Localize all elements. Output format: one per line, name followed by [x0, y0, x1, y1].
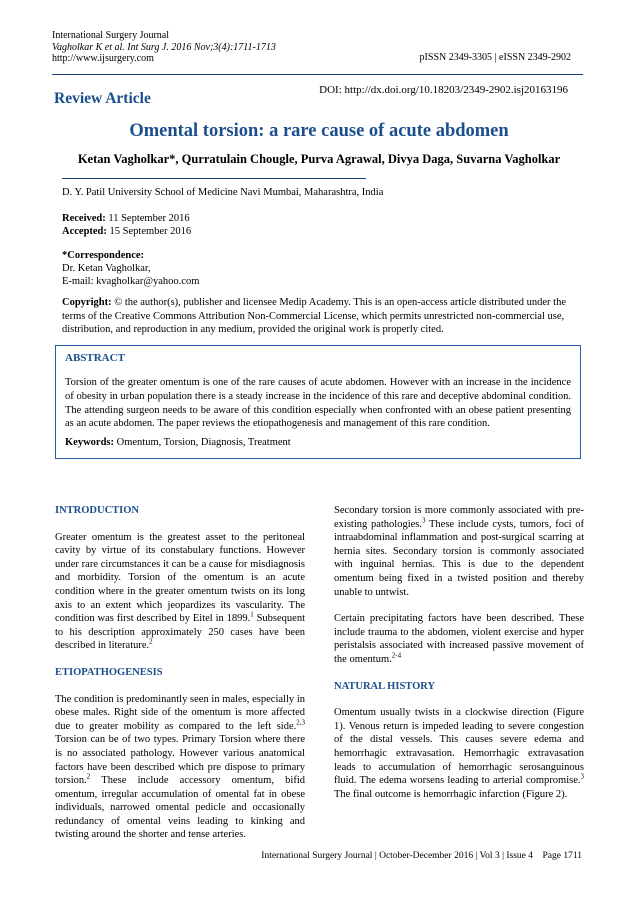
- abstract-heading: ABSTRACT: [65, 352, 125, 364]
- issn: pISSN 2349-3305 | eISSN 2349-2902: [419, 52, 571, 63]
- author-list: Ketan Vagholkar*, Qurratulain Chougle, Purva Agrawal, Divya Daga, Suvarna Vagholkar: [77, 152, 561, 166]
- affiliation: D. Y. Patil University School of Medicine Navi Mumbai, Maharashtra, India: [62, 187, 384, 198]
- precipitating-factors-paragraph: Certain precipitating factors have been described. These include trauma to the abdomen, violent exercise and hyper peristalsis associated with increased passive movement of the omentum.$^{2-4}$: [334, 613, 584, 665]
- section-heading-introduction: INTRODUCTION: [55, 505, 140, 516]
- keywords: Keywords: Omentum, Torsion, Diagnosis, Treatment: [65, 437, 291, 448]
- abstract-box: [55, 345, 581, 459]
- correspondence-block: [62, 249, 199, 288]
- left-column: [55, 504, 305, 855]
- correspondence-email[interactable]: E-mail: kvagholkar@yahoo.com: [62, 276, 200, 287]
- copyright-notice: Copyright: © the author(s), publisher and licensee Medip Academy. This is an open-access article distributed under the terms of the Creative Commons Attribution Non-Commercial License, which permits unrestricted non-commercial use, distribution, and reproduction in any medium, provided the original work is properly cited.: [62, 297, 566, 335]
- journal-url[interactable]: http://www.ijsurgery.com: [52, 53, 154, 64]
- abstract-text: Torsion of the greater omentum is one of the rare causes of acute abdomen. However with an increase in the incidence of obesity in urban population there is a steady increase in the incidence of this rare and deceptive abdominal condition. The attending surgeon needs to be aware of this condition especially when confronted with an obese patient presenting as an acute abdomen. The paper reviews the etiopathogenesis and management of this rare condition.: [65, 377, 571, 430]
- correspondence-label: *Correspondence:: [62, 250, 145, 261]
- running-header: [52, 30, 276, 65]
- section-heading-natural-history: NATURAL HISTORY: [334, 680, 436, 692]
- dates-block: [62, 212, 191, 238]
- accepted-date: Accepted: 15 September 2016: [62, 226, 192, 237]
- received-date: Received: 11 September 2016: [62, 213, 190, 224]
- correspondence-name: Dr. Ketan Vagholkar,: [62, 263, 151, 274]
- article-title: Omental torsion: a rare cause of acute abdomen: [129, 121, 509, 141]
- citation: Vagholkar K et al. Int Surg J. 2016 Nov;3(4):1711-1713: [52, 41, 276, 53]
- etio-paragraph: The condition is predominantly seen in males, especially in obese males. Right side of the omentum is more affected due to greater mobility as compared to the left side.$^{2,3}$ Torsion can be of two types. Primary Torsion where there is no associated pathology. However various anatomical factors have been described which pre dispose to primary torsion.$^2$ These include accessory omentum, bifid omentum, irregular accumulation of omental fat in obese individuals, narrowed omental pedicle and occasionally redundancy of omental veins leading to kinking and twisting around the shorter and tense arteries.: [55, 693, 305, 841]
- article-type: Review Article: [54, 90, 151, 107]
- journal-name: International Surgery Journal: [52, 30, 170, 41]
- natural-history-paragraph: Omentum usually twists in a clockwise direction (Figure 1). Venous return is impeded leading to severe congestion of the distal vessels. This causes severe edema and hemorrhagic extravasation. Hemorrhagic extravasation leads to accumulation of hemorrhagic serosanguinous fluid. The edema worsens leading to arterial compromise.$^3$ The final outcome is hemorrhagic infarction (Figure 2).: [334, 707, 584, 800]
- right-column: [334, 504, 584, 814]
- secondary-torsion-paragraph: Secondary torsion is more commonly associated with pre-existing pathologies.$^3$ These include cysts, tumors, foci of intraabdominal inflammation and post-surgical scarring at hernia sites. Secondary torsion is commonly associated with inguinal hernias. This is due to the dependent omentum being fixed in a twisted position and thereby unable to untwist.: [334, 505, 584, 598]
- section-heading-etiopathogenesis: ETIOPATHOGENESIS: [55, 666, 163, 678]
- author-divider: [62, 178, 366, 179]
- doi-link[interactable]: DOI: http://dx.doi.org/10.18203/2349-2902.isj20163196: [319, 84, 568, 96]
- page-footer: International Surgery Journal | October-December 2016 | Vol 3 | Issue 4 Page 1711: [261, 851, 582, 861]
- intro-paragraph: Greater omentum is the greatest asset to the peritoneal cavity by virtue of its constabulary functions. However under rare circumstances it can be a cause for misdiagnosis and morbidity. Torsion of the omentum is an acute condition where in the greater omentum twists on its long axis to an extent which jeopardizes its vascularity. The condition was first described by Eitel in 1899.$^1$ Subsequent to his description approximately 250 cases have been described in literature.$^2$: [55, 531, 305, 652]
- header-divider: [52, 74, 583, 75]
